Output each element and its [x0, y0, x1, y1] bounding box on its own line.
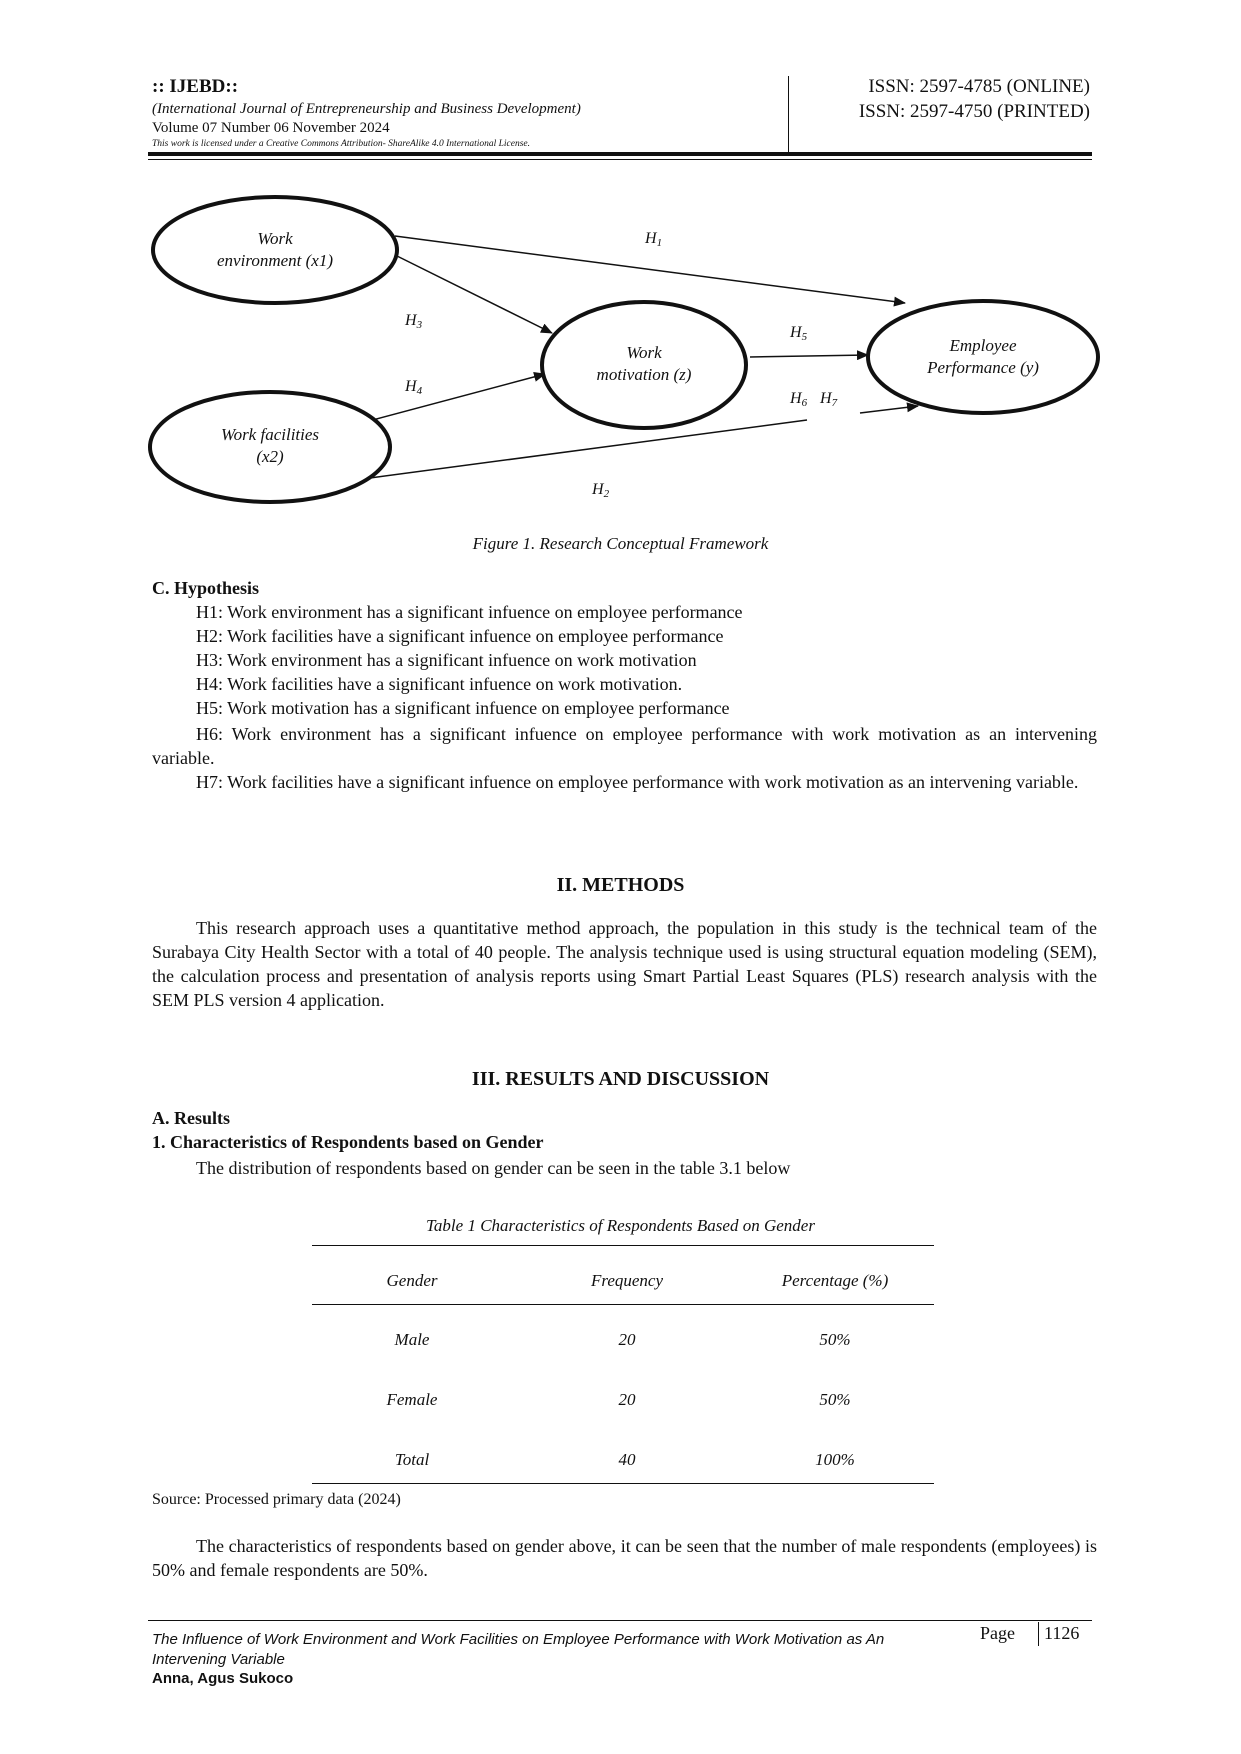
methods-heading: II. METHODS [556, 874, 685, 896]
hypothesis-item: H5: Work motivation has a significant infuence on employee performance [196, 698, 730, 718]
node-z-label-2: motivation (z) [596, 365, 692, 384]
methods-paragraph: This research approach uses a quantitative method approach, the population in this study is the technical team of the Surabaya City Health Sector with a total of 40 people. The analysis technique used is using structural equation modeling (SEM), the calculation process and presentation of analysis reports using Smart Partial Least Squares (PLS) research analysis with the SEM PLS version 4 application. [152, 918, 1097, 1010]
results-heading: III. RESULTS AND DISCUSSION [471, 1068, 770, 1090]
hypothesis-item: H1: Work environment has a significant infuence on employee performance [196, 602, 743, 622]
node-employee-performance [868, 301, 1098, 413]
results-intro: The distribution of respondents based on gender can be seen in the table 3.1 below [196, 1158, 791, 1178]
table-caption: Table 1 Characteristics of Respondents Based on Gender [426, 1216, 815, 1235]
conceptual-framework-diagram [0, 0, 1241, 520]
issn-printed: ISSN: 2597-4750 (PRINTED) [858, 101, 1090, 122]
label-h3: H3 [405, 312, 423, 331]
hypothesis-item: H3: Work environment has a significant infuence on work motivation [196, 650, 697, 670]
table-top-rule [312, 1245, 934, 1246]
label-h6: H6 [790, 390, 808, 409]
label-h5: H5 [790, 324, 808, 343]
table-cell: Total [394, 1450, 430, 1469]
footer-article-title: The Influence of Work Environment and Work Facilities on Employee Performance with Work Motivation as An Intervening Variable [152, 1631, 885, 1668]
table-cell: 40 [618, 1450, 636, 1469]
footer-authors: Anna, Agus Sukoco [152, 1670, 294, 1687]
arrow-h2 [370, 420, 807, 478]
table-header: Gender [386, 1271, 438, 1290]
hypothesis-item: H7: Work facilities have a significant infuence on employee performance with work motivation as an intervening variable. [196, 772, 1079, 792]
hypothesis-item: H6: Work environment has a significant infuence on employee performance with work motivation as an intervening variable. [152, 724, 1097, 768]
table-header-rule [312, 1304, 934, 1305]
footer-rule [148, 1620, 1092, 1621]
table-cell: 50% [819, 1330, 851, 1349]
table-header: Frequency [590, 1271, 664, 1290]
page-separator [1038, 1622, 1039, 1646]
page-number: 1126 [1044, 1623, 1080, 1643]
table-cell: Female [386, 1390, 438, 1409]
table-header: Percentage (%) [781, 1271, 889, 1290]
arrow-h5 [750, 355, 868, 357]
node-x1-label-1: Work [257, 229, 293, 248]
issn-online: ISSN: 2597-4785 (ONLINE) [868, 76, 1090, 97]
arrow-h4 [365, 374, 545, 422]
arrow-h6-h7 [860, 406, 918, 413]
hypothesis-item: H4: Work facilities have a significant infuence on work motivation. [196, 674, 683, 694]
node-y-label-1: Employee [949, 336, 1017, 355]
hypothesis-item: H2: Work facilities have a significant infuence on employee performance [196, 626, 724, 646]
page-label: Page [980, 1623, 1015, 1643]
results-subheading-1: 1. Characteristics of Respondents based on Gender [152, 1132, 544, 1152]
label-h2: H2 [592, 481, 610, 500]
table-bottom-rule [312, 1483, 934, 1484]
license-notice: This work is licensed under a Creative Commons Attribution- ShareAlike 4.0 International License. [152, 139, 531, 149]
results-conclusion: The characteristics of respondents based on gender above, it can be seen that the number of male respondents (employees) is 50% and female respondents are 50%. [152, 1536, 1097, 1580]
table-source: Source: Processed primary data (2024) [152, 1491, 401, 1508]
table-cell: 100% [815, 1450, 855, 1469]
table-cell: 20 [618, 1330, 636, 1349]
node-x2-label-1: Work facilities [220, 425, 320, 444]
node-z-label-1: Work [626, 343, 662, 362]
figure-caption: Figure 1. Research Conceptual Framework [472, 534, 769, 553]
table-cell: 20 [618, 1390, 636, 1409]
label-h1: H1 [645, 230, 663, 249]
table-cell: 50% [819, 1390, 851, 1409]
node-work-environment [153, 197, 397, 303]
node-x2-label-2: (x2) [256, 447, 284, 466]
results-subheading-a: A. Results [152, 1108, 231, 1128]
label-h7: H7 [820, 390, 838, 409]
label-h4: H4 [405, 378, 423, 397]
hypothesis-heading: C. Hypothesis [152, 578, 260, 598]
journal-full-name: (International Journal of Entrepreneurship and Business Development) [152, 101, 581, 117]
journal-volume: Volume 07 Number 06 November 2024 [152, 120, 390, 136]
table-cell: Male [394, 1330, 430, 1349]
journal-name: :: IJEBD:: [152, 76, 239, 97]
node-y-label-2: Performance (y) [927, 358, 1039, 377]
node-x1-label-2: environment (x1) [217, 251, 333, 270]
